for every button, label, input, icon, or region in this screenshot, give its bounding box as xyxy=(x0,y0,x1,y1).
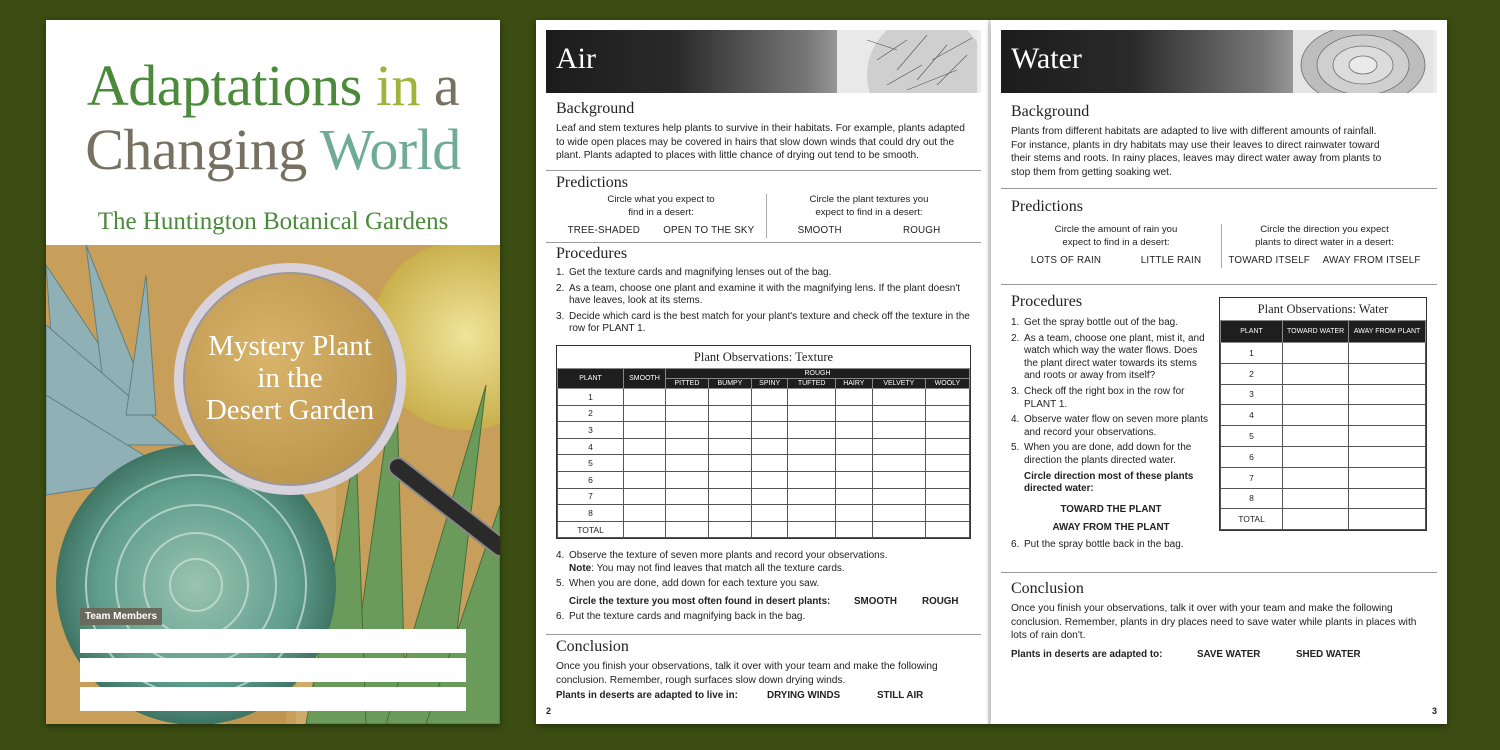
table-cell[interactable] xyxy=(1349,446,1426,467)
procedure-step: 5. When you are done, add down for each texture you saw. Circle the texture you most often found in desert plants: SMOOTH ROUGH xyxy=(556,578,959,607)
col-header: SMOOTH xyxy=(624,369,666,389)
divider xyxy=(1001,284,1437,285)
table-cell[interactable] xyxy=(751,389,788,406)
table-row xyxy=(1221,343,1426,364)
table-row xyxy=(1221,384,1426,405)
choice-option[interactable]: SAVE WATER xyxy=(1197,648,1261,660)
choice-option[interactable]: TOWARD THE PLANT xyxy=(1060,503,1162,515)
table-cell[interactable] xyxy=(1349,363,1426,384)
table-cell[interactable] xyxy=(788,471,835,488)
table-cell[interactable] xyxy=(1349,488,1426,509)
table-cell[interactable] xyxy=(666,405,709,422)
table-cell[interactable] xyxy=(751,438,788,455)
section-heading: Procedures xyxy=(1011,293,1083,310)
question-text: Plants in deserts are adapted to live in: xyxy=(556,690,738,701)
table-row xyxy=(558,488,970,505)
predictions-section xyxy=(556,174,971,192)
table-cell[interactable] xyxy=(788,455,835,472)
table-cell[interactable] xyxy=(1283,488,1349,509)
table-cell[interactable] xyxy=(788,405,835,422)
table-cell[interactable] xyxy=(872,455,925,472)
table-cell[interactable] xyxy=(788,438,835,455)
procedure-step: 3. Check off the right box in the row for PLANT 1. xyxy=(1011,385,1185,410)
row-label: 2 xyxy=(558,405,624,422)
title-word: Adaptations xyxy=(86,53,362,118)
table-cell[interactable] xyxy=(624,438,666,455)
procedure-step: 1. Get the texture cards and magnifying lenses out of the bag. xyxy=(556,267,832,278)
table-cell[interactable] xyxy=(666,521,709,538)
table-cell[interactable] xyxy=(872,422,925,439)
col-header: AWAY FROM PLANT xyxy=(1349,321,1426,343)
page-title: Water xyxy=(1011,42,1082,75)
choice-option[interactable]: LITTLE RAIN xyxy=(1140,255,1202,266)
choice-option[interactable]: STILL AIR xyxy=(877,690,924,701)
table-cell[interactable] xyxy=(925,521,969,538)
table-cell[interactable] xyxy=(624,405,666,422)
row-label: 5 xyxy=(558,455,624,472)
cover-badge-title xyxy=(174,330,406,426)
air-page xyxy=(536,20,991,724)
table-cell[interactable] xyxy=(666,422,709,439)
col-header: VELVETY xyxy=(872,379,925,389)
predictions-section xyxy=(1011,198,1427,216)
team-member-field[interactable] xyxy=(80,629,466,653)
texture-table xyxy=(556,345,971,539)
table-cell[interactable] xyxy=(708,471,751,488)
air-header-band xyxy=(546,30,981,93)
conclusion-section xyxy=(556,638,971,701)
question-text: Circle the direction you expect plants to direct water in a desert: xyxy=(1255,224,1394,248)
cover-title xyxy=(46,54,500,182)
page-title: Air xyxy=(556,42,596,75)
conclusion-section xyxy=(1011,580,1427,660)
background-text: Plants from different habitats are adapted to live with different amounts of rainfall. For instance, plants in dry habitats may use their leaves to direct rainwater toward their stems and roots. In rainy places, leaves may direct water away from plants to stop them from getting soaking wet. xyxy=(1011,126,1382,178)
row-label: 1 xyxy=(1221,343,1283,364)
procedure-step: 6. Put the texture cards and magnifying back in the bag. xyxy=(556,611,806,623)
table-cell[interactable] xyxy=(925,405,969,422)
table-row xyxy=(558,471,970,488)
table-cell[interactable] xyxy=(666,389,709,406)
table-cell[interactable] xyxy=(925,488,969,505)
table-cell[interactable] xyxy=(751,455,788,472)
row-label: 3 xyxy=(1221,384,1283,405)
table-cell[interactable] xyxy=(835,438,872,455)
table-cell[interactable] xyxy=(788,389,835,406)
table-cell[interactable] xyxy=(872,521,925,538)
table-row xyxy=(558,405,970,422)
row-label: 3 xyxy=(558,422,624,439)
table-row xyxy=(558,438,970,455)
row-label: 7 xyxy=(1221,467,1283,488)
table-cell[interactable] xyxy=(1349,426,1426,447)
section-heading: Background xyxy=(1011,103,1090,120)
col-header: SPINY xyxy=(751,379,788,389)
procedure-step: 3. Decide which card is the best match for your plant's texture and check off the texture in the row for PLANT 1. xyxy=(556,310,970,335)
table-cell[interactable] xyxy=(751,422,788,439)
question-text: Circle the plant textures you expect to find in a desert: xyxy=(809,194,929,218)
choice-option[interactable]: AWAY FROM ITSELF xyxy=(1322,255,1421,266)
row-label: 6 xyxy=(558,471,624,488)
procedure-steps xyxy=(1011,317,1211,468)
table-row xyxy=(558,521,970,538)
table-cell[interactable] xyxy=(1283,446,1349,467)
row-label: 8 xyxy=(1221,488,1283,509)
table-cell[interactable] xyxy=(835,389,872,406)
table-cell[interactable] xyxy=(872,488,925,505)
table-row xyxy=(1221,405,1426,426)
table-cell[interactable] xyxy=(666,471,709,488)
row-label: TOTAL xyxy=(1221,509,1283,530)
table-cell[interactable] xyxy=(751,471,788,488)
col-header: PITTED xyxy=(666,379,709,389)
col-header: PLANT xyxy=(1221,321,1283,343)
table-cell[interactable] xyxy=(925,505,969,522)
table-cell[interactable] xyxy=(925,389,969,406)
procedures-section xyxy=(1011,293,1211,554)
table-cell[interactable] xyxy=(624,488,666,505)
table-cell[interactable] xyxy=(708,405,751,422)
table-cell[interactable] xyxy=(751,488,788,505)
table-row xyxy=(1221,426,1426,447)
procedure-step: 4. Observe the texture of seven more plants and record your observations. Note: You may not find leaves that match all the texture cards. xyxy=(556,550,888,574)
table-cell[interactable] xyxy=(872,505,925,522)
table-row xyxy=(1221,488,1426,509)
choice-option[interactable]: TOWARD ITSELF xyxy=(1228,255,1310,266)
row-label: 2 xyxy=(1221,363,1283,384)
table-cell[interactable] xyxy=(624,422,666,439)
page-number: 2 xyxy=(546,706,552,716)
divider xyxy=(546,242,981,243)
table-cell[interactable] xyxy=(624,521,666,538)
water-table xyxy=(1219,297,1427,531)
table-cell[interactable] xyxy=(925,422,969,439)
table-cell[interactable] xyxy=(872,438,925,455)
badge-line: Mystery Plant xyxy=(208,330,372,362)
question-text: Circle the texture you most often found in desert plants: xyxy=(569,595,831,607)
cover-page xyxy=(46,20,500,724)
table-cell[interactable] xyxy=(835,471,872,488)
table-row xyxy=(558,422,970,439)
table-cell[interactable] xyxy=(835,422,872,439)
table-cell[interactable] xyxy=(872,471,925,488)
water-grid xyxy=(1220,320,1426,530)
choice-option[interactable]: LOTS OF RAIN xyxy=(1030,255,1102,266)
row-label: 5 xyxy=(1221,426,1283,447)
row-label: 8 xyxy=(558,505,624,522)
badge-line: Desert Garden xyxy=(205,394,375,426)
choice-option[interactable]: DRYING WINDS xyxy=(767,690,841,701)
divider xyxy=(546,170,981,171)
table-title: Plant Observations: Texture xyxy=(693,350,834,364)
table-cell[interactable] xyxy=(666,438,709,455)
table-cell[interactable] xyxy=(788,422,835,439)
table-cell[interactable] xyxy=(1349,467,1426,488)
divider xyxy=(1001,572,1437,573)
table-cell[interactable] xyxy=(666,505,709,522)
table-cell[interactable] xyxy=(708,455,751,472)
table-cell[interactable] xyxy=(835,521,872,538)
table-cell[interactable] xyxy=(708,422,751,439)
choice-option[interactable]: AWAY FROM THE PLANT xyxy=(1052,521,1170,533)
prediction-question xyxy=(1011,224,1221,268)
table-cell[interactable] xyxy=(1283,509,1349,530)
texture-grid xyxy=(557,368,970,538)
choice-option[interactable]: SHED WATER xyxy=(1296,648,1361,660)
table-cell[interactable] xyxy=(1283,384,1349,405)
table-cell[interactable] xyxy=(788,488,835,505)
table-cell[interactable] xyxy=(624,505,666,522)
table-row xyxy=(1221,446,1426,467)
question-text: Circle direction most of these plants directed water: xyxy=(1024,470,1194,495)
table-cell[interactable] xyxy=(1349,384,1426,405)
col-header: TOWARD WATER xyxy=(1283,321,1349,343)
cactus-icon xyxy=(837,30,977,93)
table-cell[interactable] xyxy=(1283,343,1349,364)
prediction-question xyxy=(767,194,971,238)
table-cell[interactable] xyxy=(925,438,969,455)
row-label: 7 xyxy=(558,488,624,505)
table-cell[interactable] xyxy=(624,455,666,472)
section-heading: Predictions xyxy=(1011,198,1083,215)
prediction-question xyxy=(556,194,766,238)
col-header: BUMPY xyxy=(708,379,751,389)
table-row xyxy=(558,389,970,406)
background-text: Leaf and stem textures help plants to survive in their habitats. For example, plants adapted to wide open places may be covered in hairs that slow down winds that could dry out the plant. Plants adapted to places with little chance of drying out tend to be smooth. xyxy=(556,123,965,161)
badge-line: in the xyxy=(257,362,323,394)
table-cell[interactable] xyxy=(708,521,751,538)
table-cell[interactable] xyxy=(835,488,872,505)
procedure-step: 2. As a team, choose one plant and examine it with the magnifying lens. If the plant doesn't have leaves, look at its stems. xyxy=(556,282,961,307)
table-row xyxy=(558,455,970,472)
table-cell[interactable] xyxy=(1349,509,1426,530)
choice-option[interactable]: ROUGH xyxy=(922,595,959,607)
table-cell[interactable] xyxy=(624,389,666,406)
row-label: TOTAL xyxy=(558,521,624,538)
table-cell[interactable] xyxy=(788,505,835,522)
section-heading: Procedures xyxy=(556,245,628,262)
table-row xyxy=(1221,467,1426,488)
table-cell[interactable] xyxy=(788,521,835,538)
table-cell[interactable] xyxy=(835,455,872,472)
question-text: Circle what you expect to find in a desert: xyxy=(607,194,715,218)
background-section xyxy=(1011,103,1427,179)
table-cell[interactable] xyxy=(708,438,751,455)
question-text: Circle the amount of rain you expect to find in a desert: xyxy=(1054,224,1178,248)
title-word: in xyxy=(375,53,420,118)
water-header-band xyxy=(1001,30,1437,93)
section-heading: Background xyxy=(556,100,635,117)
choice-option[interactable]: TREE-SHADED xyxy=(567,225,641,236)
table-cell[interactable] xyxy=(666,455,709,472)
row-label: 4 xyxy=(1221,405,1283,426)
prediction-question xyxy=(1222,224,1427,268)
table-cell[interactable] xyxy=(1349,343,1426,364)
table-cell[interactable] xyxy=(1283,363,1349,384)
water-page xyxy=(991,20,1447,724)
table-cell[interactable] xyxy=(624,471,666,488)
procedure-step: 6. Put the spray bottle back in the bag. xyxy=(1011,538,1184,550)
table-cell[interactable] xyxy=(1349,405,1426,426)
table-cell[interactable] xyxy=(1283,467,1349,488)
table-cell[interactable] xyxy=(751,521,788,538)
table-cell[interactable] xyxy=(751,505,788,522)
procedure-steps xyxy=(556,267,971,336)
procedure-step: 2. As a team, choose one plant, mist it, and watch which way the water flows. Does the plant direct water towards its stems and roots or away from itself? xyxy=(1011,332,1205,382)
col-header: ROUGH xyxy=(666,369,970,379)
conclusion-text: Once you finish your observations, talk it over with your team and make the following conclusion. Remember, plants in dry places need to save water while plants in places with lots of rain don't. xyxy=(1011,603,1417,641)
col-header: HAIRY xyxy=(835,379,872,389)
choice-option[interactable]: ROUGH xyxy=(902,225,941,236)
choice-option[interactable]: SMOOTH xyxy=(797,225,842,236)
table-cell[interactable] xyxy=(925,455,969,472)
col-header: TUFTED xyxy=(788,379,835,389)
team-member-field[interactable] xyxy=(80,687,466,711)
row-label: 4 xyxy=(558,438,624,455)
title-word: Changing xyxy=(85,117,307,182)
divider xyxy=(1001,188,1437,189)
procedures-section xyxy=(556,245,971,339)
procedure-step: 5. When you are done, add down for the direction the plants directed water. xyxy=(1011,442,1192,466)
cover-subtitle: The Huntington Botanical Gardens xyxy=(97,208,449,235)
divider xyxy=(546,634,981,635)
table-cell[interactable] xyxy=(925,471,969,488)
title-word: World xyxy=(319,117,461,182)
section-heading: Conclusion xyxy=(1011,580,1084,597)
conclusion-text: Once you finish your observations, talk it over with your team and make the following conclusion. Remember, rough surfaces slow down drying winds. xyxy=(556,661,938,686)
table-cell[interactable] xyxy=(872,389,925,406)
table-cell[interactable] xyxy=(1283,405,1349,426)
choice-option[interactable]: OPEN TO THE SKY xyxy=(663,225,755,236)
procedure-step: 4. Observe water flow on seven more plants and record your observations. xyxy=(1011,414,1208,438)
table-cell[interactable] xyxy=(872,405,925,422)
table-cell[interactable] xyxy=(835,405,872,422)
procedures-continued xyxy=(556,550,971,627)
succulent-icon xyxy=(1293,30,1433,93)
section-heading: Conclusion xyxy=(556,638,629,655)
row-label: 1 xyxy=(558,389,624,406)
table-cell[interactable] xyxy=(666,488,709,505)
section-heading: Predictions xyxy=(556,174,628,191)
table-cell[interactable] xyxy=(835,505,872,522)
table-row xyxy=(1221,509,1426,530)
table-cell[interactable] xyxy=(708,389,751,406)
table-row xyxy=(558,505,970,522)
table-cell[interactable] xyxy=(708,505,751,522)
team-member-field[interactable] xyxy=(80,658,466,682)
predictions-row xyxy=(1011,224,1427,268)
background-section xyxy=(556,100,971,163)
predictions-row xyxy=(556,194,971,238)
team-members-label: Team Members xyxy=(80,608,162,625)
choice-option[interactable]: SMOOTH xyxy=(854,595,897,607)
cover-plant-photo xyxy=(46,245,500,724)
table-cell[interactable] xyxy=(751,405,788,422)
procedure-step: 1. Get the spray bottle out of the bag. xyxy=(1011,317,1178,328)
page-number: 3 xyxy=(1431,706,1437,716)
title-word: a xyxy=(433,53,460,118)
table-cell[interactable] xyxy=(1283,426,1349,447)
table-cell[interactable] xyxy=(708,488,751,505)
table-row xyxy=(1221,363,1426,384)
col-header: WOOLY xyxy=(925,379,969,389)
col-header: PLANT xyxy=(558,369,624,389)
row-label: 6 xyxy=(1221,446,1283,467)
question-text: Plants in deserts are adapted to: xyxy=(1011,648,1163,660)
table-title: Plant Observations: Water xyxy=(1257,302,1389,316)
